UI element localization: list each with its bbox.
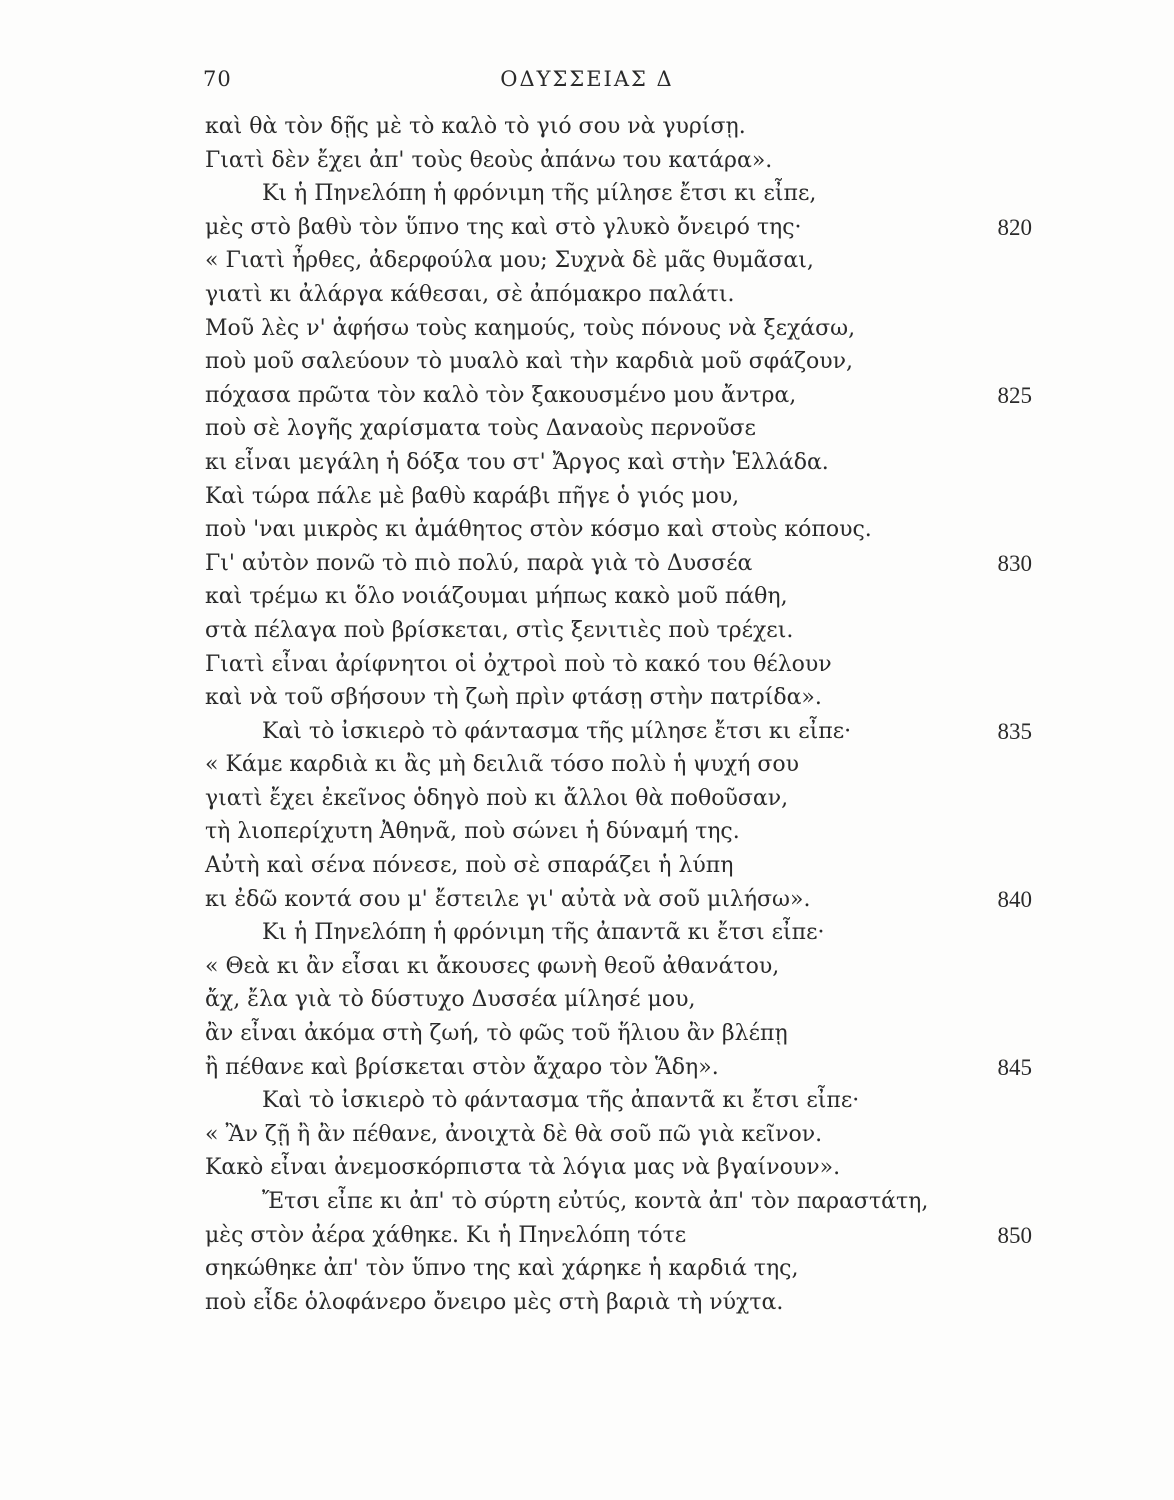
verse-line [0, 1151, 1174, 1185]
verse-line [0, 883, 1174, 917]
verse-text: ποὺ σὲ λογῆς χαρίσματα τοὺς Δαναοὺς περνοῦσε [205, 416, 756, 442]
verse-line [0, 614, 1174, 648]
verse-text: μὲς στὸ βαθὺ τὸν ὕπνο της καὶ στὸ γλυκὸ ὄνειρό της· [205, 214, 802, 240]
verse-line [0, 244, 1174, 278]
verse-text: « Θεὰ κι ἂν εἶσαι κι ἄκουσες φωνὴ θεοῦ ἀθανάτου, [205, 953, 780, 979]
verse-line [0, 211, 1174, 245]
verse-line [0, 1017, 1174, 1051]
verse-block [0, 110, 1174, 1319]
verse-line [0, 815, 1174, 849]
verse-line [0, 916, 1174, 950]
verse-line [0, 1219, 1174, 1253]
line-number: 845 [997, 1054, 1032, 1080]
verse-text: Ἔτσι εἶπε κι ἀπ' τὸ σύρτη εὐτύς, κοντὰ ἀπ' τὸν παραστάτη, [262, 1189, 929, 1214]
verse-text: Κι ἡ Πηνελόπη ἡ φρόνιμη τῆς ἀπαντᾶ κι ἔτσι εἶπε· [262, 920, 825, 946]
verse-text: στὰ πέλαγα ποὺ βρίσκεται, στὶς ξενιτιὲς ποὺ τρέχει. [205, 617, 794, 643]
line-number: 840 [997, 886, 1032, 912]
verse-line [0, 950, 1174, 984]
verse-text: Μοῦ λὲς ν' ἀφήσω τοὺς καημούς, τοὺς πόνους νὰ ξεχάσω, [205, 315, 856, 341]
verse-text: Γιατὶ δὲν ἔχει ἀπ' τοὺς θεοὺς ἀπάνω του κατάρα». [205, 147, 773, 173]
verse-line [0, 177, 1174, 211]
verse-text: Γι' αὐτὸν πονῶ τὸ πιὸ πολύ, παρὰ γιὰ τὸ Δυσσέα [205, 550, 753, 576]
verse-text: ἄχ, ἔλα γιὰ τὸ δύστυχο Δυσσέα μίλησέ μου, [205, 987, 696, 1013]
verse-line [0, 345, 1174, 379]
verse-text: ἂν εἶναι ἀκόμα στὴ ζωή, τὸ φῶς τοῦ ἥλιου ἂν βλέπῃ [205, 1021, 788, 1047]
verse-line [0, 513, 1174, 547]
verse-line [0, 748, 1174, 782]
verse-line [0, 278, 1174, 312]
verse-line [0, 782, 1174, 816]
verse-line [0, 715, 1174, 749]
verse-text: γιατὶ ἔχει ἐκεῖνος ὁδηγὸ ποὺ κι ἄλλοι θὰ ποθοῦσαν, [205, 785, 789, 811]
line-number: 850 [997, 1222, 1032, 1248]
verse-text: κι ἐδῶ κοντά σου μ' ἔστειλε γι' αὐτὰ νὰ σοῦ μιλήσω». [205, 886, 811, 912]
verse-text: πόχασα πρῶτα τὸν καλὸ τὸν ξακουσμένο μου ἄντρα, [205, 382, 797, 408]
verse-line [0, 580, 1174, 614]
verse-text: Αὐτὴ καὶ σένα πόνεσε, ποὺ σὲ σπαράζει ἡ λύπη [205, 853, 734, 879]
verse-text: « Γιατὶ ἦρθες, ἀδερφούλα μου; Συχνὰ δὲ μᾶς θυμᾶσαι, [205, 248, 814, 274]
verse-text: ποὺ μοῦ σαλεύουν τὸ μυαλὸ καὶ τὴν καρδιὰ μοῦ σφάζουν, [205, 349, 853, 375]
verse-line [0, 1185, 1174, 1219]
verse-line [0, 983, 1174, 1017]
verse-text: Κι ἡ Πηνελόπη ἡ φρόνιμη τῆς μίλησε ἔτσι κι εἶπε, [262, 181, 817, 207]
verse-line [0, 648, 1174, 682]
verse-line [0, 144, 1174, 178]
line-number: 825 [997, 382, 1032, 408]
verse-line [0, 412, 1174, 446]
verse-text: κι εἶναι μεγάλη ἡ δόξα του στ' Ἄργος καὶ στὴν Ἑλλάδα. [205, 449, 829, 475]
verse-text: « Ἂν ζῇ ἢ ἂν πέθανε, ἀνοιχτὰ δὲ θὰ σοῦ πῶ γιὰ κεῖνον. [205, 1121, 823, 1147]
verse-line [0, 110, 1174, 144]
verse-line [0, 379, 1174, 413]
verse-text: ποὺ εἶδε ὁλοφάνερο ὄνειρο μὲς στὴ βαριὰ τὴ νύχτα. [205, 1289, 784, 1315]
verse-text: σηκώθηκε ἀπ' τὸν ὕπνο της καὶ χάρηκε ἡ καρδιά της, [205, 1256, 799, 1282]
verse-text: Κακὸ εἶναι ἀνεμοσκόρπιστα τὰ λόγια μας νὰ βγαίνουν». [205, 1155, 841, 1181]
verse-text: Καὶ τὸ ἰσκιερὸ τὸ φάντασμα τῆς ἀπαντᾶ κι ἔτσι εἶπε· [262, 1088, 860, 1114]
verse-line [0, 446, 1174, 480]
verse-text: Καὶ τὸ ἰσκιερὸ τὸ φάντασμα τῆς μίλησε ἔτσι κι εἶπε· [262, 718, 852, 744]
verse-line [0, 480, 1174, 514]
verse-line [0, 312, 1174, 346]
verse-line [0, 1118, 1174, 1152]
verse-text: καὶ τρέμω κι ὅλο νοιάζουμαι μήπως κακὸ μοῦ πάθη, [205, 584, 788, 610]
verse-line [0, 1084, 1174, 1118]
verse-text: « Κάμε καρδιὰ κι ἂς μὴ δειλιᾶ τόσο πολὺ ἡ ψυχή σου [205, 752, 800, 778]
verse-text: καὶ θὰ τὸν δῇς μὲ τὸ καλὸ τὸ γιό σου νὰ γυρίσῃ. [205, 114, 746, 139]
verse-text: Καὶ τώρα πάλε μὲ βαθὺ καράβι πῆγε ὁ γιός μου, [205, 483, 740, 509]
verse-line [0, 849, 1174, 883]
verse-text: καὶ νὰ τοῦ σβήσουν τὴ ζωὴ πρὶν φτάσῃ στὴν πατρίδα». [205, 685, 822, 711]
verse-line [0, 547, 1174, 581]
verse-text: ποὺ 'ναι μικρὸς κι ἀμάθητος στὸν κόσμο καὶ στοὺς κόπους. [205, 517, 872, 543]
line-number: 830 [997, 550, 1032, 576]
page-number: 70 [203, 67, 232, 91]
line-number: 835 [997, 718, 1032, 744]
verse-line [0, 1252, 1174, 1286]
verse-text: ἢ πέθανε καὶ βρίσκεται στὸν ἄχαρο τὸν Ἅδη». [205, 1054, 719, 1080]
verse-text: μὲς στὸν ἀέρα χάθηκε. Κι ἡ Πηνελόπη τότε [205, 1222, 687, 1248]
verse-text: Γιατὶ εἶναι ἀρίφνητοι οἱ ὀχτροὶ ποὺ τὸ κακό του θέλουν [205, 651, 832, 677]
verse-text: γιατὶ κι ἀλάργα κάθεσαι, σὲ ἀπόμακρο παλάτι. [205, 281, 735, 307]
running-head: ΟΔΥΣΣΕΙΑΣ Δ [500, 67, 674, 91]
verse-line [0, 1286, 1174, 1320]
verse-text: τὴ λιοπερίχυτη Ἀθηνᾶ, ποὺ σώνει ἡ δύναμή της. [205, 819, 740, 845]
line-number: 820 [997, 214, 1032, 240]
verse-line [0, 681, 1174, 715]
verse-line [0, 1051, 1174, 1085]
